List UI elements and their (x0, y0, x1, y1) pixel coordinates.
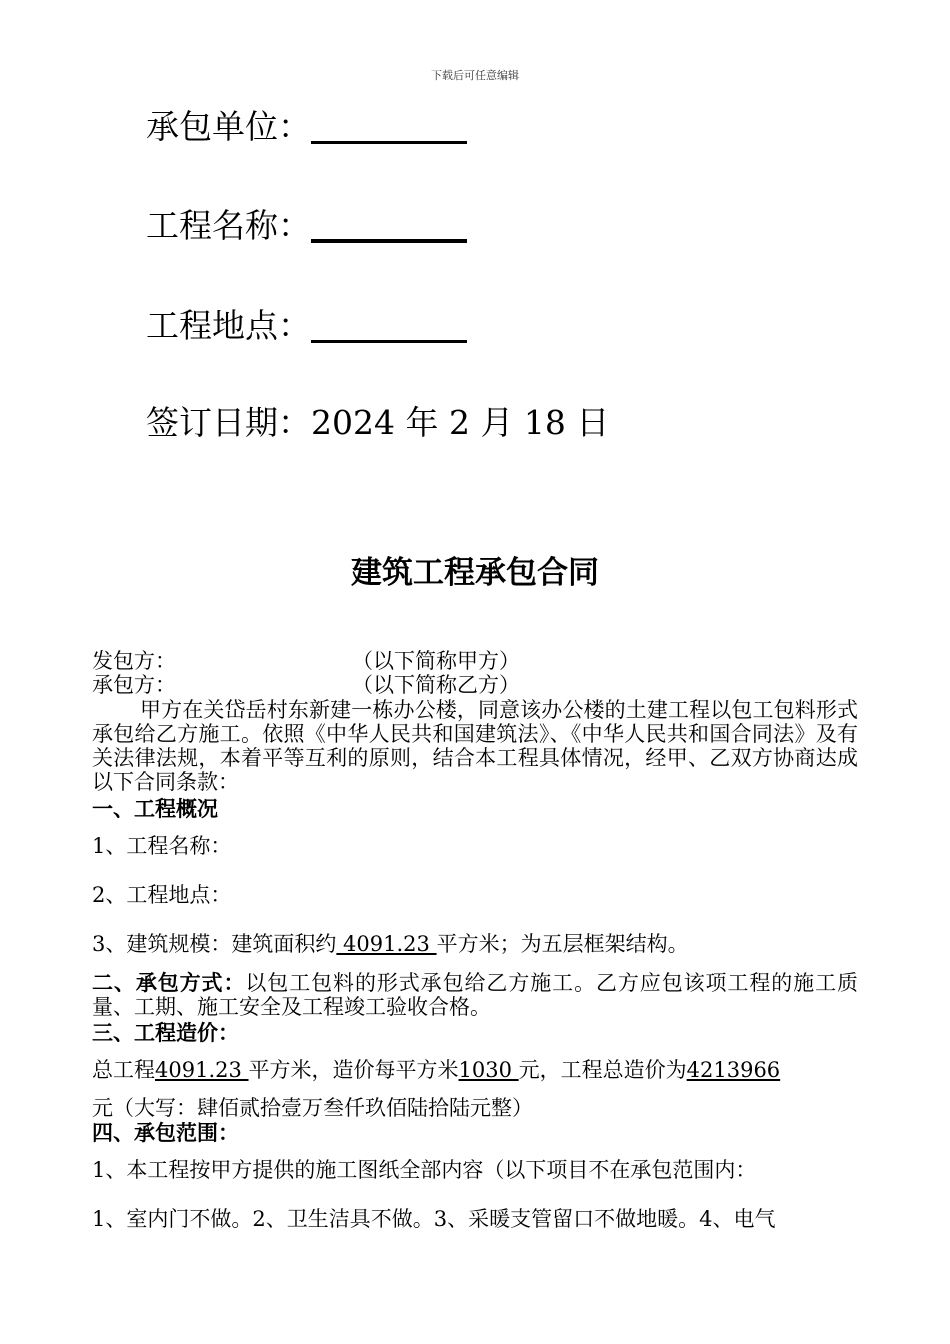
section2-paragraph (92, 971, 858, 1019)
section1-heading: 一、工程概况 (92, 796, 218, 821)
section1-item3 (92, 932, 858, 956)
project-name-label: 工程名称： (146, 206, 311, 245)
party-a-label: 发包方： (92, 649, 176, 673)
section2-heading: 二、承包方式： (92, 970, 246, 995)
contractor-blank (311, 141, 467, 144)
section1-item3-prefix: 3、建筑规模：建筑面积约 (92, 932, 337, 956)
project-location-label: 工程地点： (146, 306, 311, 345)
section3-line2: 元（大写：肆佰贰拾壹万叁仟玖佰陆拾陆元整） (92, 1096, 533, 1120)
project-name-line (146, 206, 467, 246)
project-location-line (146, 306, 467, 346)
building-area-value: 4091.23 (336, 932, 437, 956)
section4-heading: 四、承包范围： (92, 1120, 239, 1145)
contractor-label: 承包单位： (146, 107, 311, 146)
party-a-note: （以下简称甲方） (352, 649, 520, 673)
section3-text-c: 元，工程总造价为 (518, 1058, 687, 1082)
section2-text: 以包工包料的形式承包给乙方施工。乙方应包该项工程的施工质量、工期、施工安全及工程竣工验收合格。 (92, 971, 859, 1019)
contractor-line (146, 107, 467, 147)
intro-paragraph: 甲方在关岱岳村东新建一栋办公楼，同意该办公楼的土建工程以包工包料形式承包给乙方施工。依照《中华人民共和国建筑法》、《中华人民共和国合同法》及有关法律法规，本着平等互利的原则，结合本工程具体情况，经甲、乙双方协商达成以下合同条款： (92, 698, 858, 794)
section4-item1: 1、本工程按甲方提供的施工图纸全部内容（以下项目不在承包范围内： (92, 1158, 757, 1182)
total-area-value: 4091.23 (155, 1058, 249, 1082)
document-title: 建筑工程承包合同 (351, 555, 599, 591)
section3-text-a: 总工程 (92, 1058, 155, 1082)
party-b-line (92, 673, 858, 697)
section3-line1 (92, 1058, 858, 1082)
party-a-line (92, 649, 858, 673)
section1-item3-suffix: 平方米；为五层框架结构。 (436, 932, 689, 956)
section1-item2: 2、工程地点： (92, 883, 232, 907)
unit-price-value: 1030 (458, 1058, 519, 1082)
project-name-blank (311, 239, 467, 243)
project-location-blank (311, 340, 467, 343)
section1-item1: 1、工程名称： (92, 834, 232, 858)
section3-text-b: 平方米，造价每平方米 (248, 1058, 459, 1082)
header-note: 下载后可任意编辑 (431, 69, 519, 82)
total-price-value: 4213966 (686, 1058, 781, 1082)
sign-date-line: 签订日期：2024 年 2 月 18 日 (146, 403, 610, 442)
section4-item2: 1、室内门不做。2、卫生洁具不做。3、采暖支管留口不做地暖。4、电气 (92, 1207, 776, 1231)
party-b-note: （以下简称乙方） (352, 673, 520, 697)
section3-heading: 三、工程造价： (92, 1020, 239, 1045)
party-b-label: 承包方： (92, 673, 176, 697)
